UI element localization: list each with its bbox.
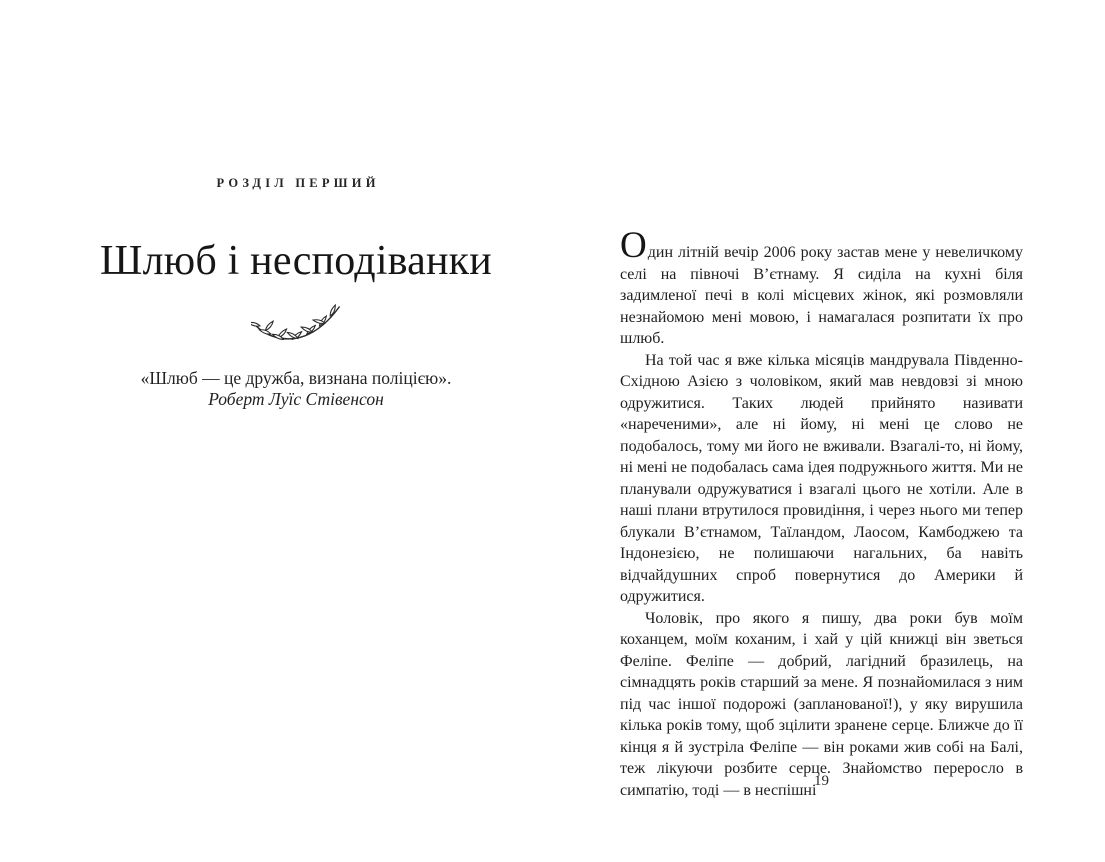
chapter-title: Шлюб і несподіванки: [100, 238, 492, 284]
epigraph-author: Роберт Луїс Стівенсон: [208, 389, 384, 409]
page-number: 19: [814, 773, 829, 789]
epigraph: [0, 368, 592, 410]
chapter-label: РОЗДІЛ ПЕРШИЙ: [216, 176, 380, 190]
body-text-page: [592, 0, 1105, 862]
paragraph-3: Чоловік, про якого я пишу, два роки був моїм коханцем, моїм коханим, і хай у цій книжці він зветься Феліпе. Феліпе — добрий, лагідний бразилець, на сімнадцять років старший за мене. Я познайомилася з ним під час іншої подорожі (запланованої!), у яку вирушила кілька років тому, щоб зцілити зранене серце. Ближче до її кінця я й зустріла Феліпе — він роками жив собі на Балі, теж лікуючи розбите серце. Знайомство переросло в симпатію, тоді — в неспішні: [620, 609, 1023, 799]
epigraph-quote: «Шлюб — це дружба, визнана поліцією».: [140, 368, 452, 388]
paragraph-2: На той час я вже кілька місяців мандрувала Південно-Східною Азією з чоловіком, який мав невдовзі зі мною одружитися. Таких людей прийнято називати «нареченими», але ні йому, ні мені це слово не подобалось, тому ми його не вживали. Взагалі-то, ні йому, ні мені не подобалась сама ідея подружнього життя. Ми не планували одружуватися і взагалі цього не хотіли. Але в наші плани втрутилося провидіння, і через нього ми тепер блукали В’єтнамом, Таїландом, Лаосом, Камбоджею та Індонезією, не полишаючи нагальних, ба навіть відчайдушних спроб повернутися до Америки й одружитися.: [620, 351, 1023, 605]
drop-cap-initial: О: [620, 225, 648, 266]
chapter-body-text: [620, 225, 1023, 801]
laurel-branch-icon: [251, 304, 341, 346]
laurel-branch-ornament: [0, 304, 592, 351]
paragraph-1: [620, 225, 1023, 350]
paragraph-1-text: дин літній вечір 2006 року застав мене у невеличкому селі на півночі В’єтнаму. Я сиділа на кухні біля задимленої печі в колі місцевих жінок, які розмовляли незнайомою мені мовою, і намагалася розпитати їх про шлюб.: [620, 244, 1023, 347]
